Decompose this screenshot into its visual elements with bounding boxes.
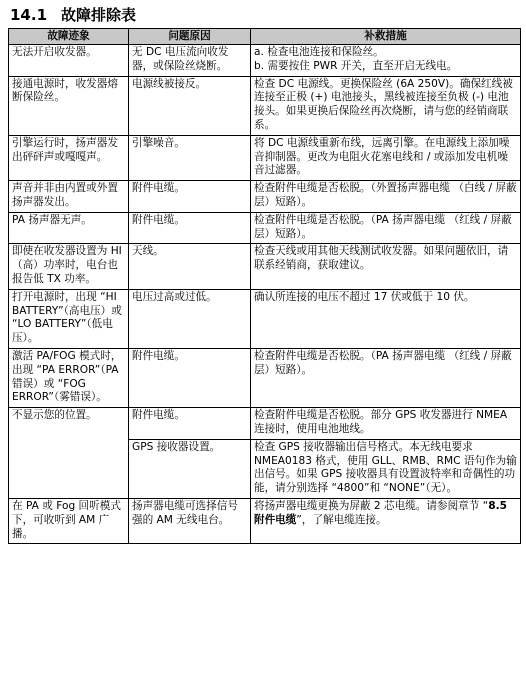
remedy-cell: 检查 DC 电源线。更换保险丝 (6A 250V)。确保红线被连接至正极 (+) 电池接头，黑线被连接至负极 (-) 电池接头。如果更换后保险丝再次烧断，请与您的经销商联系。 — [251, 76, 521, 135]
symptom-cell: 接通电源时，收发器熔断保险丝。 — [9, 76, 129, 135]
table-row — [9, 289, 521, 348]
remedy-line: b. 需要按住 PWR 开关，直至开启无线电。 — [254, 59, 458, 72]
header-cause: 问题原因 — [129, 29, 251, 45]
cause-cell: 无 DC 电压流向收发器，或保险丝烧断。 — [129, 45, 251, 77]
symptom-cell: 在 PA 或 Fog 回听模式下，可收听到 AM 广播。 — [9, 498, 129, 543]
symptom-cell: 无法开启收发器。 — [9, 45, 129, 77]
header-symptom: 故障迹象 — [9, 29, 129, 45]
cause-cell: 电源线被接反。 — [129, 76, 251, 135]
cause-cell: 扬声器电缆可选择信号强的 AM 无线电台。 — [129, 498, 251, 543]
remedy-cell — [251, 498, 521, 543]
remedy-cell: 检查附件电缆是否松脱。（PA 扬声器电缆 （红线 / 屏蔽层）短路）。 — [251, 348, 521, 407]
table-row — [9, 45, 521, 77]
symptom-cell: 即使在收发器设置为 HI（高）功率时，电台也报告低 TX 功率。 — [9, 244, 129, 289]
table-row — [9, 76, 521, 135]
symptom-cell: 激活 PA/FOG 模式时，出现 “PA ERROR”（PA 错误）或 “FOG ERROR”（雾错误）。 — [9, 348, 129, 407]
cause-cell: 引擎噪音。 — [129, 135, 251, 180]
remedy-cell: 检查附件电缆是否松脱。（外置扬声器电缆 （白线 / 屏蔽层）短路）。 — [251, 181, 521, 213]
table-row — [9, 181, 521, 213]
table-row — [9, 408, 521, 440]
remedy-cell: 检查 GPS 接收器输出信号格式。本无线电要求 NMEA0183 格式，使用 GLL、RMB、RMC 语句作为输出信号。如果 GPS 接收器具有设置波特率和奇偶性的功能，请分别选择 “4800”和 “NONE”（无）。 — [251, 439, 521, 498]
remedy-cell: 检查附件电缆是否松脱。（PA 扬声器电缆 （红线 / 屏蔽层）短路）。 — [251, 212, 521, 244]
remedy-text: ”，了解电缆连接。 — [296, 513, 387, 526]
symptom-cell: 不显示您的位置。 — [9, 408, 129, 499]
cause-cell: 附件电缆。 — [129, 348, 251, 407]
section-title: 故障排除表 — [61, 6, 137, 24]
symptom-cell: 声音并非由内置或外置扬声器发出。 — [9, 181, 129, 213]
remedy-cell: 检查附件电缆是否松脱。部分 GPS 收发器进行 NMEA 连接时，使用电池地线。 — [251, 408, 521, 440]
remedy-cell — [251, 45, 521, 77]
cause-cell: 天线。 — [129, 244, 251, 289]
remedy-cell: 将 DC 电源线重新布线，远离引擎。在电源线上添加噪音抑制器。更改为电阻火花塞电线和 / 或添加发电机噪音过滤器。 — [251, 135, 521, 180]
cause-cell: 附件电缆。 — [129, 408, 251, 440]
section-heading — [10, 6, 518, 24]
section-reference: 8.5 附件电缆 — [254, 499, 507, 526]
table-row — [9, 244, 521, 289]
symptom-cell: 打开电源时，出现 “HI BATTERY”（高电压）或 “LO BATTERY”（低电压）。 — [9, 289, 129, 348]
cause-cell: 附件电缆。 — [129, 212, 251, 244]
cause-cell: 附件电缆。 — [129, 181, 251, 213]
remedy-line: a. 检查电池连接和保险丝。 — [254, 46, 384, 58]
table-row — [9, 498, 521, 543]
table-row — [9, 212, 521, 244]
table-header-row — [9, 29, 521, 45]
cause-cell: GPS 接收器设置。 — [129, 439, 251, 498]
symptom-cell: PA 扬声器无声。 — [9, 212, 129, 244]
symptom-cell: 引擎运行时，扬声器发出砰砰声或嘎嘎声。 — [9, 135, 129, 180]
remedy-cell: 确认所连接的电压不超过 17 伏或低于 10 伏。 — [251, 289, 521, 348]
table-row — [9, 135, 521, 180]
header-remedy: 补救措施 — [251, 29, 521, 45]
cause-cell: 电压过高或过低。 — [129, 289, 251, 348]
section-number: 14.1 — [10, 6, 48, 24]
remedy-cell: 检查天线或用其他天线测试收发器。如果问题依旧，请联系经销商，获取建议。 — [251, 244, 521, 289]
remedy-text: 将扬声器电缆更换为屏蔽 2 芯电缆。请参阅章节 “ — [254, 499, 489, 512]
troubleshooting-table — [8, 28, 521, 544]
table-row — [9, 348, 521, 407]
